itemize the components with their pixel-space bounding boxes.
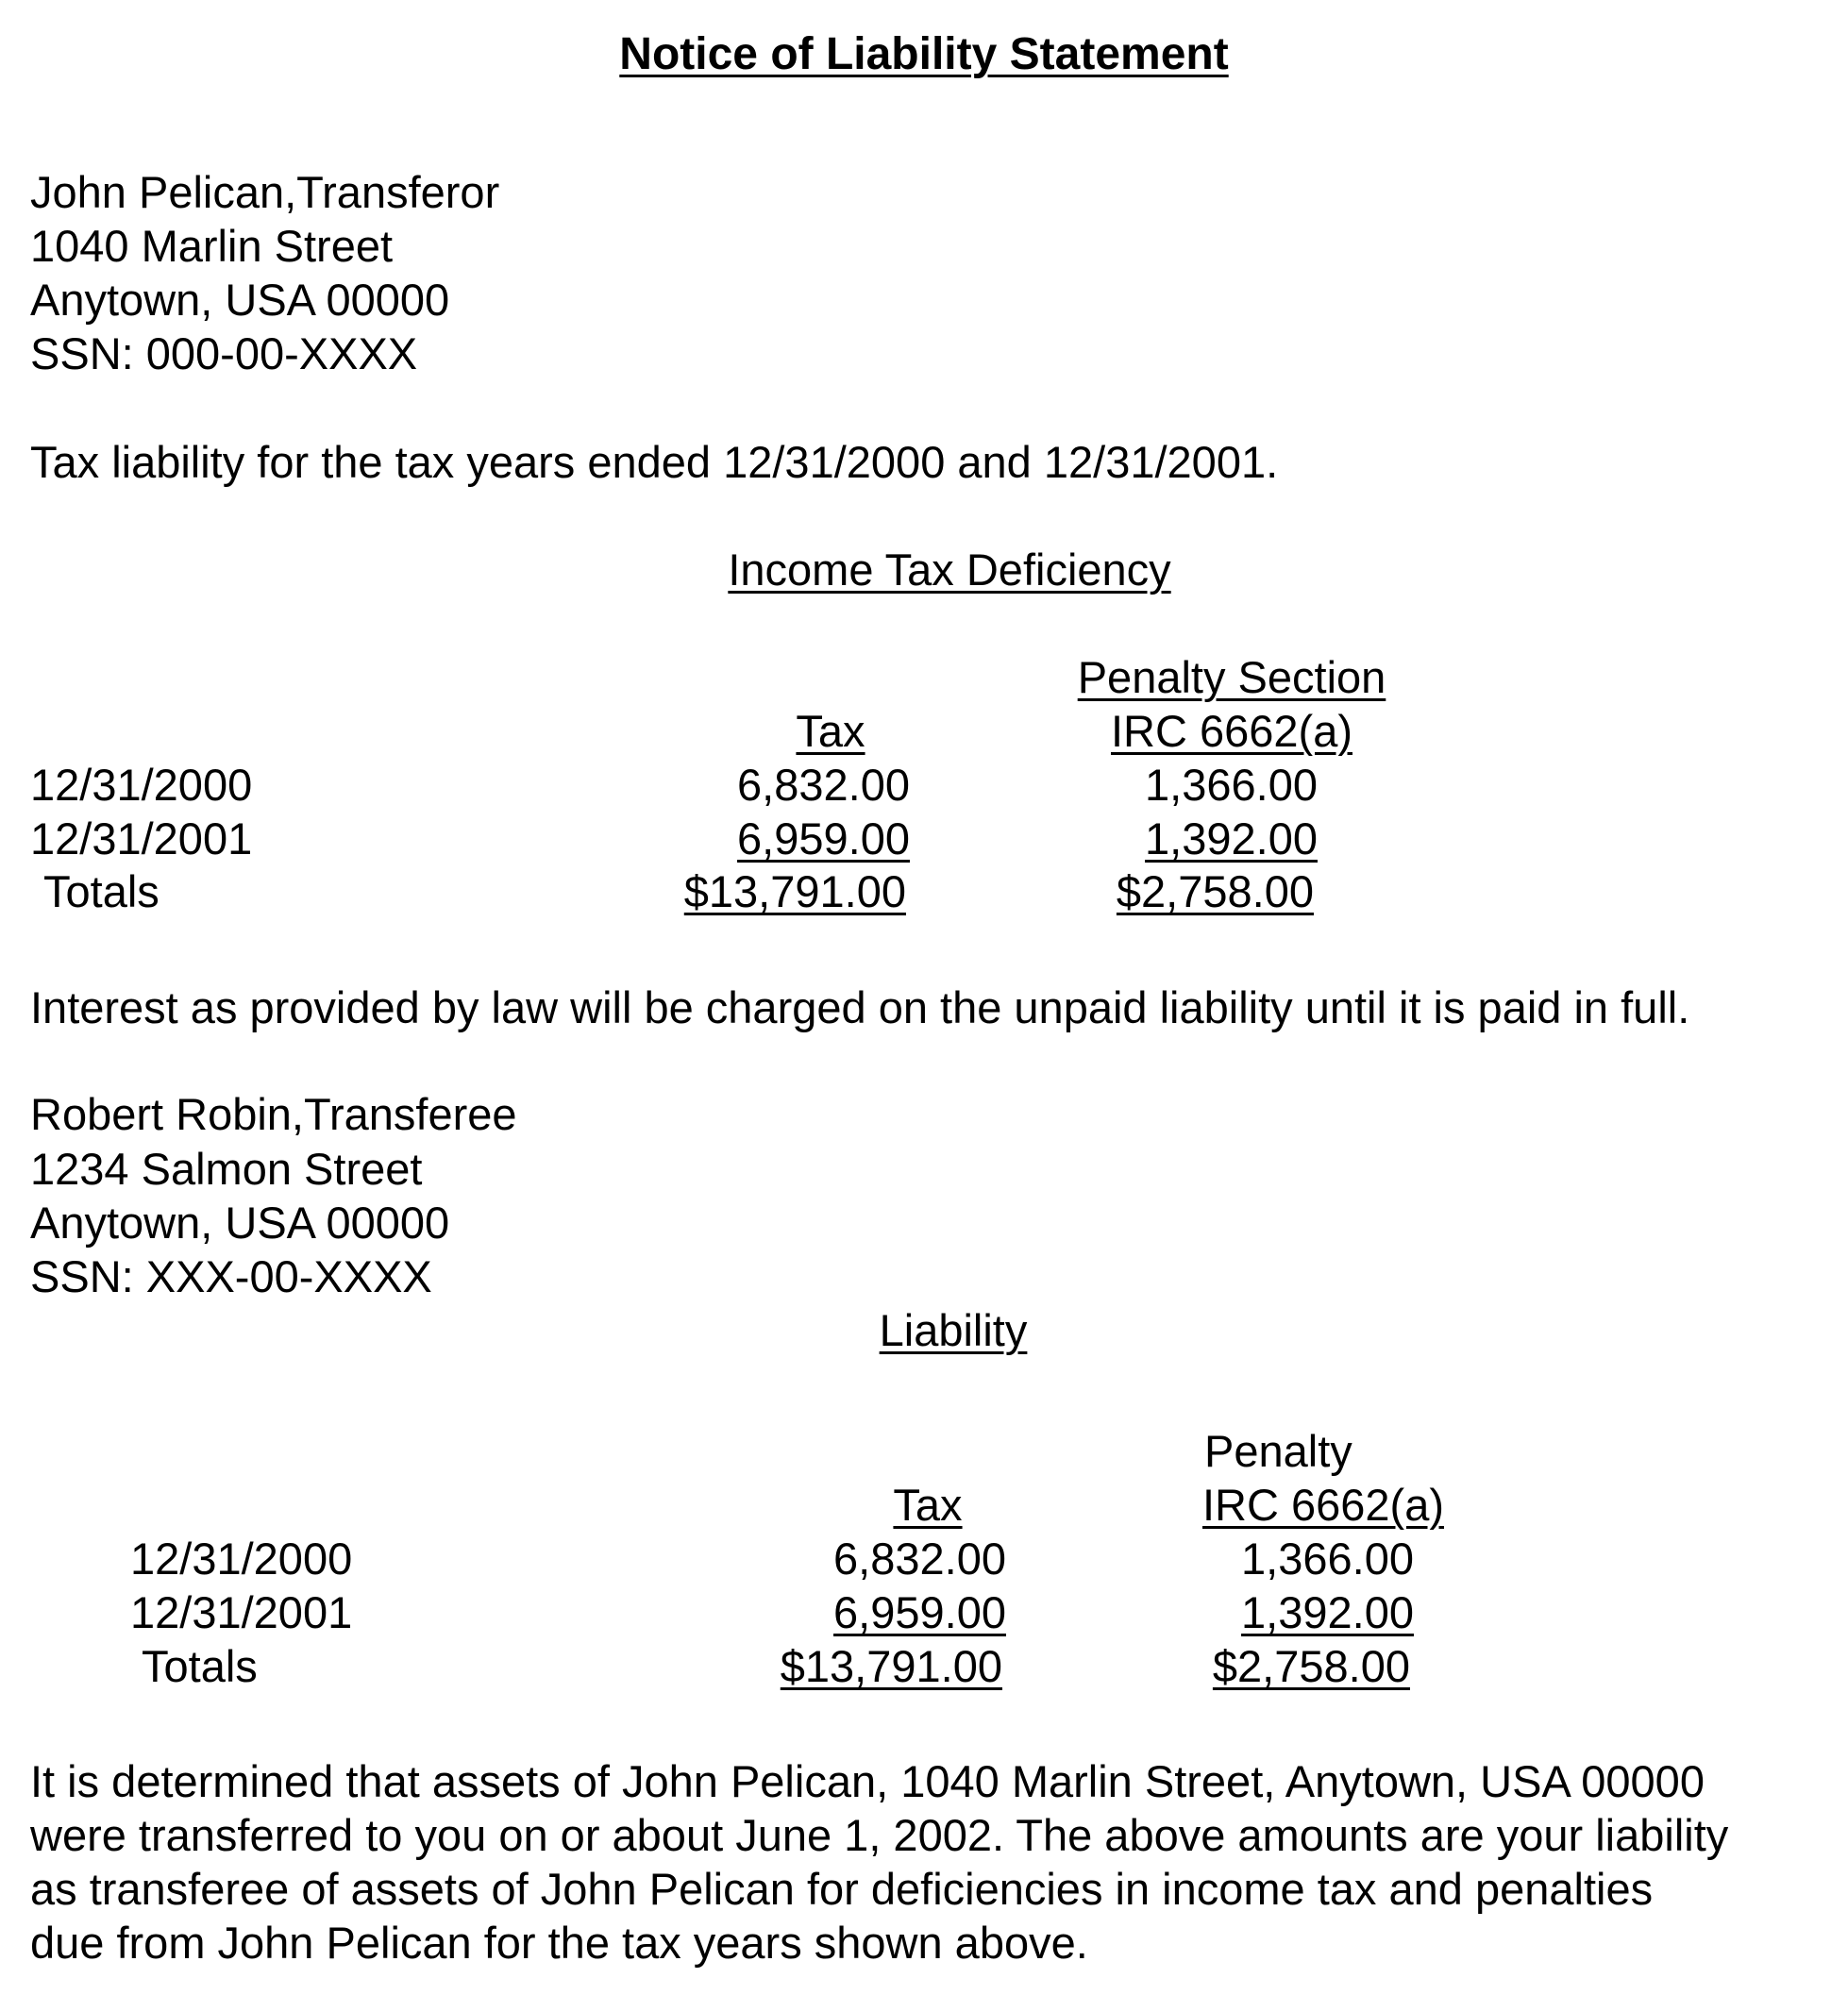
liability-penalty-header-line1: Penalty: [1204, 1426, 1352, 1476]
deficiency-row-tax: 6,832.00: [737, 760, 910, 810]
interest-statement: Interest as provided by law will be charged on the unpaid liability until it is paid in full.: [30, 982, 1690, 1032]
deficiency-totals-tax: $13,791.00: [683, 866, 906, 916]
liability-row-year: 12/31/2000: [130, 1534, 353, 1584]
deficiency-row-tax: 6,959.00: [737, 813, 910, 863]
liability-totals-tax: $13,791.00: [780, 1641, 1002, 1691]
liability-heading: Liability: [879, 1305, 1028, 1355]
tax-years-statement: Tax liability for the tax years ended 12/31/2000 and 12/31/2001.: [30, 437, 1279, 487]
liability-totals-label: Totals: [142, 1641, 258, 1691]
deficiency-penalty-header-line1: Penalty Section: [1077, 652, 1386, 702]
liability-totals-penalty: $2,758.00: [1212, 1641, 1410, 1691]
transferee-city: Anytown, USA 00000: [30, 1198, 450, 1248]
transferor-ssn: SSN: 000-00-XXXX: [30, 328, 418, 378]
liability-row-tax: 6,832.00: [833, 1534, 1006, 1584]
transferor-name: John Pelican,Transferor: [30, 167, 500, 217]
transferor-street: 1040 Marlin Street: [30, 221, 394, 271]
deficiency-penalty-header-line2: IRC 6662(a): [1111, 706, 1352, 756]
closing-paragraph-line: It is determined that assets of John Pelican, 1040 Marlin Street, Anytown, USA 00000: [30, 1756, 1705, 1806]
deficiency-row-year: 12/31/2000: [30, 760, 253, 810]
deficiency-totals-label: Totals: [43, 866, 160, 916]
closing-paragraph-line: were transferred to you on or about June 1, 2002. The above amounts are your liability: [30, 1810, 1729, 1860]
closing-paragraph-line: as transferee of assets of John Pelican for deficiencies in income tax and penalties: [30, 1864, 1654, 1914]
transferee-ssn: SSN: XXX-00-XXXX: [30, 1251, 432, 1301]
deficiency-tax-header: Tax: [796, 706, 865, 756]
liability-row-year: 12/31/2001: [130, 1587, 353, 1637]
deficiency-row-penalty: 1,392.00: [1145, 813, 1318, 863]
liability-row-penalty: 1,392.00: [1241, 1587, 1414, 1637]
liability-row-tax: 6,959.00: [833, 1587, 1006, 1637]
transferor-city: Anytown, USA 00000: [30, 275, 450, 325]
deficiency-totals-penalty: $2,758.00: [1116, 866, 1314, 916]
liability-tax-header: Tax: [893, 1480, 963, 1530]
document-title: Notice of Liability Statement: [619, 29, 1229, 79]
deficiency-row-year: 12/31/2001: [30, 813, 253, 863]
closing-paragraph-line: due from John Pelican for the tax years shown above.: [30, 1918, 1088, 1968]
deficiency-row-penalty: 1,366.00: [1145, 760, 1318, 810]
liability-row-penalty: 1,366.00: [1241, 1534, 1414, 1584]
liability-penalty-header-line2: IRC 6662(a): [1202, 1480, 1444, 1530]
deficiency-heading: Income Tax Deficiency: [728, 545, 1171, 595]
transferee-street: 1234 Salmon Street: [30, 1144, 423, 1194]
transferee-name: Robert Robin,Transferee: [30, 1089, 517, 1139]
